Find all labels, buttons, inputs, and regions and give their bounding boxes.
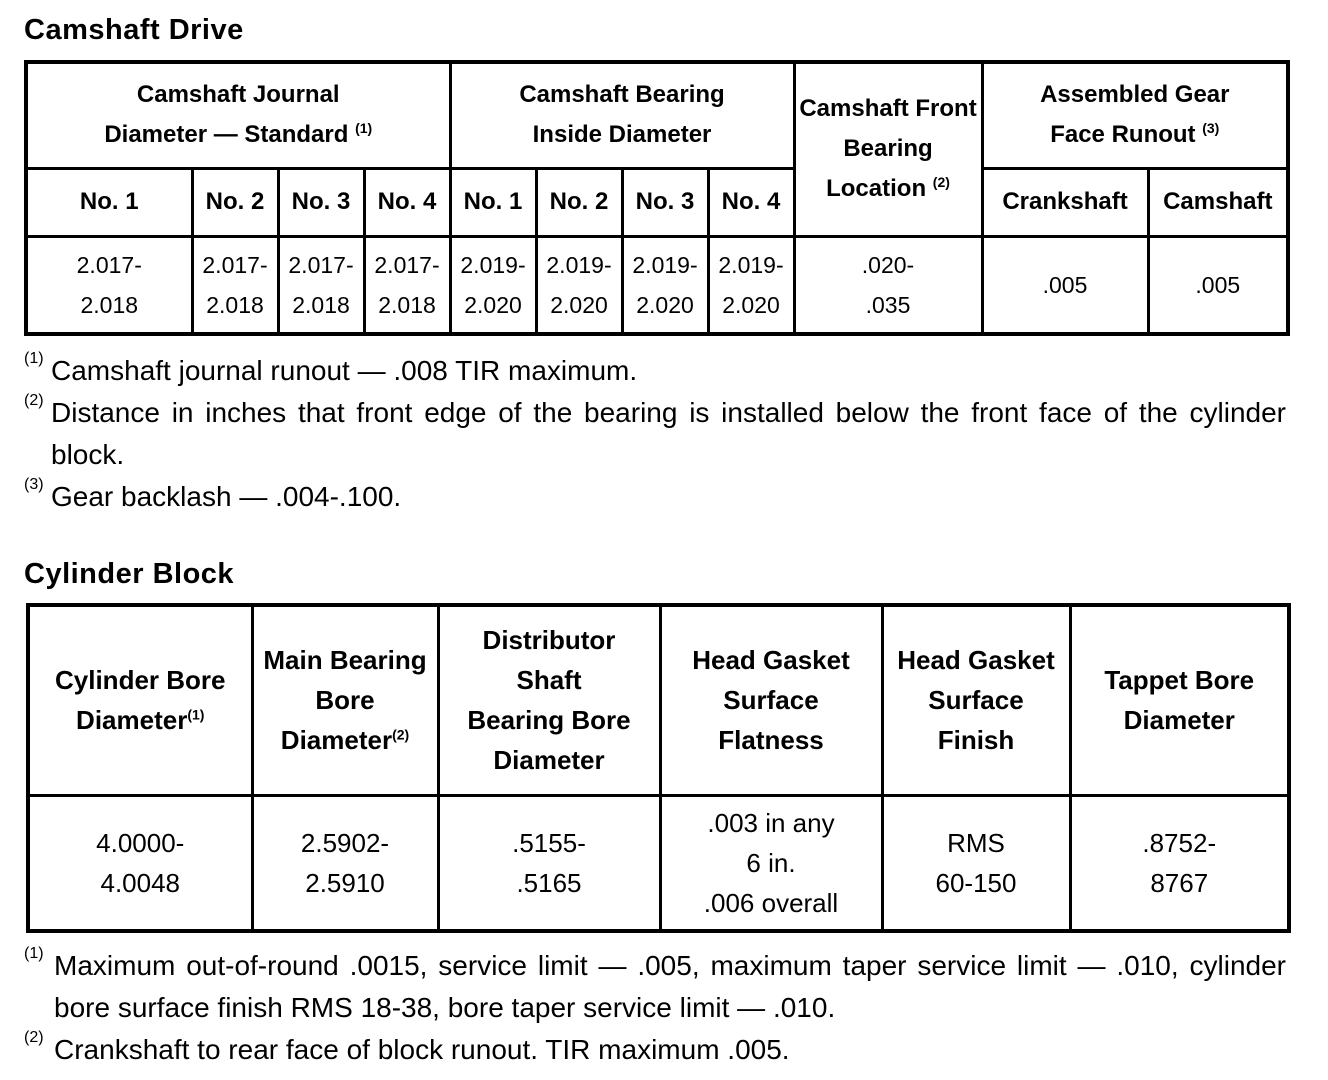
- footnote-mark: (2): [24, 392, 44, 409]
- value-journal-no2: 2.017- 2.018: [192, 236, 278, 334]
- subheader-bearing-no1: No. 1: [450, 168, 536, 236]
- header-head-gasket-finish: Head Gasket Surface Finish: [882, 605, 1070, 795]
- value-journal-no1: 2.017- 2.018: [26, 236, 192, 334]
- footnote-mark: (1): [24, 350, 44, 367]
- subheader-journal-no2: No. 2: [192, 168, 278, 236]
- footnote-text: Maximum out-of-round .0015, service limit — .005, maximum taper service limit — .010, cylinder bore surface finish RMS 18-38, bore taper service limit — .010.: [54, 950, 1286, 1023]
- camshaft-subheader-row: [26, 168, 1288, 236]
- subheader-journal-no4: No. 4: [364, 168, 450, 236]
- camshaft-footnote-2: [24, 392, 1286, 476]
- cylinder-block-table: [26, 603, 1291, 933]
- journal-header-line2: Diameter — Standard: [104, 121, 349, 149]
- runout-header-line2: Face Runout: [1050, 121, 1196, 149]
- camshaft-drive-table: [24, 60, 1290, 336]
- gear-face-runout-header: [982, 62, 1288, 168]
- value-bearing-no4: 2.019- 2.020: [708, 236, 794, 334]
- bearing-header-line2: Inside Diameter: [532, 121, 712, 149]
- value-head-gasket-flatness: .003 in any 6 in. .006 overall: [660, 795, 882, 931]
- subheader-bearing-no4: No. 4: [708, 168, 794, 236]
- header-main-bearing-bore-diameter: Main Bearing Bore Diameter$^{(2)}$: [252, 605, 438, 795]
- camshaft-value-row: [26, 236, 1288, 334]
- value-runout-camshaft: .005: [1148, 236, 1288, 334]
- value-main-bearing-bore-diameter: 2.5902- 2.5910: [252, 795, 438, 931]
- subheader-bearing-no2: No. 2: [536, 168, 622, 236]
- value-cylinder-bore-diameter: 4.0000- 4.0048: [28, 795, 252, 931]
- subheader-crankshaft: Crankshaft: [982, 168, 1148, 236]
- value-head-gasket-finish: RMS 60-150: [882, 795, 1070, 931]
- location-header-line1: Camshaft Front: [799, 95, 977, 123]
- journal-diameter-header: [26, 62, 450, 168]
- footnote-mark: (3): [24, 476, 44, 493]
- location-header-line2: Bearing: [843, 135, 933, 163]
- footnote-text: Camshaft journal runout — .008 TIR maximum.: [51, 355, 638, 386]
- camshaft-footnote-3: [24, 476, 1286, 518]
- footnote-text: Crankshaft to rear face of block runout. TIR maximum .005.: [54, 1034, 790, 1065]
- subheader-journal-no3: No. 3: [278, 168, 364, 236]
- camshaft-footnote-1: [24, 350, 1286, 392]
- footnote-text: Distance in inches that front edge of the bearing is installed below the front face of the cylinder block.: [51, 397, 1286, 470]
- journal-header-line1: Camshaft Journal: [136, 81, 340, 109]
- cylinder-block-footnotes: [24, 945, 1286, 1071]
- subheader-journal-no1: No. 1: [26, 168, 192, 236]
- value-runout-crankshaft: .005: [982, 236, 1148, 334]
- runout-header-ref: (3): [1202, 120, 1220, 137]
- value-bearing-no3: 2.019- 2.020: [622, 236, 708, 334]
- location-header-line3: Location: [826, 175, 927, 203]
- bearing-inside-diameter-header: [450, 62, 794, 168]
- camshaft-group-header-row: [26, 62, 1288, 168]
- block-value-row: [28, 795, 1289, 931]
- footnote-mark: (2): [24, 1029, 44, 1046]
- bearing-header-line1: Camshaft Bearing: [519, 81, 725, 109]
- front-bearing-location-header: [794, 62, 982, 236]
- block-footnote-1: [24, 945, 1286, 1029]
- footnote-text: Gear backlash — .004-.100.: [51, 481, 402, 512]
- subheader-camshaft: Camshaft: [1148, 168, 1288, 236]
- camshaft-drive-title: Camshaft Drive: [24, 14, 244, 46]
- camshaft-footnotes: [24, 350, 1286, 518]
- location-header-ref: (2): [932, 174, 950, 191]
- value-front-bearing-location: .020- .035: [794, 236, 982, 334]
- header-tappet-bore-diameter: Tappet Bore Diameter: [1070, 605, 1289, 795]
- block-header-row: [28, 605, 1289, 795]
- value-journal-no4: 2.017- 2.018: [364, 236, 450, 334]
- value-bearing-no2: 2.019- 2.020: [536, 236, 622, 334]
- footnote-mark: (1): [24, 945, 44, 962]
- block-footnote-2: [24, 1029, 1286, 1071]
- value-bearing-no1: 2.019- 2.020: [450, 236, 536, 334]
- value-tappet-bore-diameter: .8752- 8767: [1070, 795, 1289, 931]
- runout-header-line1: Assembled Gear: [1040, 81, 1230, 109]
- cylinder-block-title: Cylinder Block: [24, 558, 235, 590]
- value-distributor-shaft-bearing-bore: .5155- .5165: [438, 795, 660, 931]
- header-cylinder-bore-diameter: Cylinder Bore Diameter$^{(1)}$: [28, 605, 252, 795]
- header-distributor-shaft-bearing-bore: Distributor Shaft Bearing Bore Diameter: [438, 605, 660, 795]
- header-head-gasket-flatness: Head Gasket Surface Flatness: [660, 605, 882, 795]
- journal-header-ref: (1): [355, 120, 373, 137]
- subheader-bearing-no3: No. 3: [622, 168, 708, 236]
- value-journal-no3: 2.017- 2.018: [278, 236, 364, 334]
